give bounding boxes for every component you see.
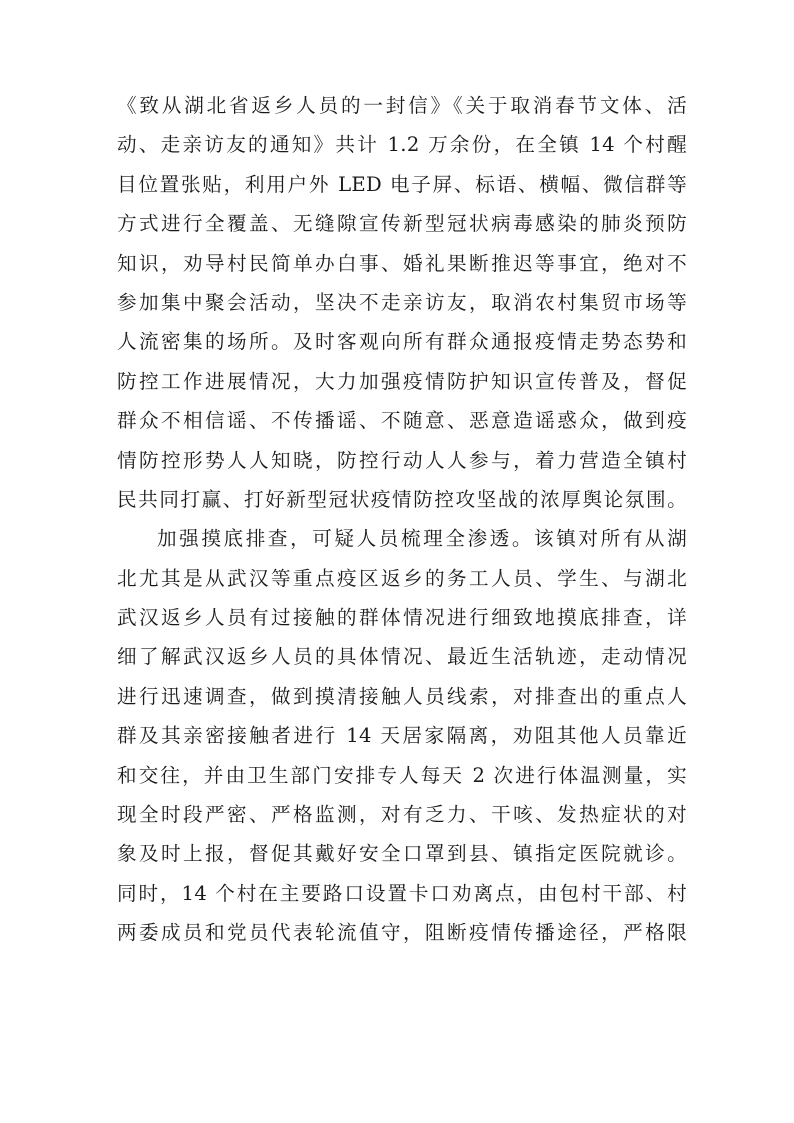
text-line: 民共同打赢、打好新型冠状疫情防控攻坚战的浓厚舆论氛围。 [117,487,687,511]
text-line: 现全时段严密、严格监测，对有乏力、干咳、发热症状的对 [117,803,687,827]
text-line: 知识，劝导村民简单办白事、婚礼果断推迟等事宜，绝对不 [117,251,687,275]
text-line: 象及时上报，督促其戴好安全口罩到县、镇指定医院就诊。 [117,842,687,866]
document-page [117,86,687,953]
paragraph-screening [117,519,687,952]
text-line: 群众不相信谣、不传播谣、不随意、恶意造谣惑众，做到疫 [117,409,687,433]
text-line: 细了解武汉返乡人员的具体情况、最近生活轨迹，走动情况 [117,645,687,669]
text-line: 动、走亲访友的通知》共计 1.2 万余份，在全镇 14 个村醒 [117,133,687,157]
text-line: 《致从湖北省返乡人员的一封信》《关于取消春节文体、活 [117,94,687,117]
text-line: 情防控形势人人知晓，防控行动人人参与，着力营造全镇村 [117,448,687,472]
text-line: 防控工作进展情况，大力加强疫情防护知识宣传普及，督促 [117,369,687,393]
text-line: 人流密集的场所。及时客观向所有群众通报疫情走势态势和 [117,330,687,354]
text-line: 群及其亲密接触者进行 14 天居家隔离，劝阻其他人员靠近 [117,724,687,748]
text-line: 目位置张贴，利用户外 LED 电子屏、标语、横幅、微信群等 [117,172,687,196]
text-line: 北尤其是从武汉等重点疫区返乡的务工人员、学生、与湖北 [117,566,687,590]
text-line: 同时，14 个村在主要路口设置卡口劝离点，由包村干部、村 [117,881,687,905]
text-line: 两委成员和党员代表轮流值守，阻断疫情传播途径，严格限 [117,921,687,945]
text-line: 和交往，并由卫生部门安排专人每天 2 次进行体温测量，实 [117,763,687,787]
text-line: 武汉返乡人员有过接触的群体情况进行细致地摸底排查，详 [117,606,687,630]
paragraph-publicity [117,86,687,519]
text-line: 方式进行全覆盖、无缝隙宣传新型冠状病毒感染的肺炎预防 [117,212,687,236]
text-line: 加强摸底排查，可疑人员梳理全渗透。该镇对所有从湖 [157,527,687,551]
text-line: 参加集中聚会活动，坚决不走亲访友，取消农村集贸市场等 [117,290,687,314]
text-line: 进行迅速调查，做到摸清接触人员线索，对排查出的重点人 [117,684,687,708]
